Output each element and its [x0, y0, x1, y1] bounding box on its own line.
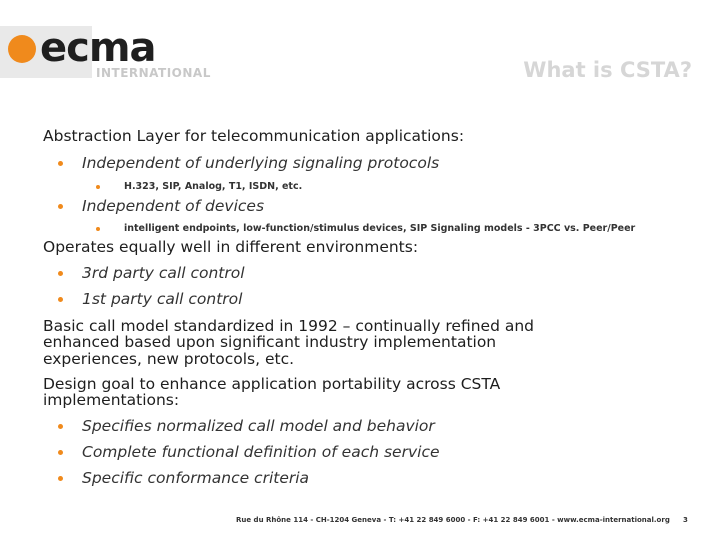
bullet-dot-icon	[58, 450, 63, 455]
paragraph-abstraction-layer: Abstraction Layer for telecommunication applications:	[43, 127, 465, 145]
bullet-dot-icon	[58, 476, 63, 481]
slide-title: What is CSTA?	[523, 58, 692, 82]
bullet-text: Specific conformance criteria	[82, 469, 310, 487]
paragraph-design-goal-line2: implementations:	[43, 391, 180, 409]
subbullet-text: H.323, SIP, Analog, T1, ISDN, etc.	[124, 181, 303, 192]
bullet-dot-icon	[96, 227, 100, 231]
logo-subtitle: INTERNATIONAL	[96, 66, 211, 80]
paragraph-environments: Operates equally well in different environments:	[43, 238, 419, 256]
bullet-text: 1st party call control	[82, 290, 243, 308]
bullet-text: Specifies normalized call model and behavior	[82, 417, 435, 435]
paragraph-call-model-line1: Basic call model standardized in 1992 – continually refined and	[43, 317, 535, 335]
bullet-text: Independent of underlying signaling protocols	[82, 154, 440, 172]
logo-word: ecma	[40, 25, 156, 71]
bullet-dot-icon	[58, 424, 63, 429]
subbullet-text: intelligent endpoints, low-function/stimulus devices, SIP Signaling models - 3PCC vs. Peer/Peer	[124, 223, 636, 234]
paragraph-call-model-line2: enhanced based upon significant industry implementation	[43, 333, 497, 351]
bullet-dot-icon	[96, 185, 100, 189]
bullet-dot-icon	[58, 204, 63, 209]
footer-address: Rue du Rhône 114 - CH-1204 Geneva - T: +41 22 849 6000 - F: +41 22 849 6001 - www.ecma-international.org	[236, 516, 670, 524]
bullet-dot-icon	[58, 297, 63, 302]
bullet-dot-icon	[58, 161, 63, 166]
bullet-text: Complete functional definition of each service	[82, 443, 440, 461]
paragraph-call-model-line3: experiences, new protocols, etc.	[43, 350, 295, 368]
bullet-dot-icon	[58, 271, 63, 276]
paragraph-design-goal-line1: Design goal to enhance application portability across CSTA	[43, 375, 501, 393]
bullet-text: 3rd party call control	[82, 264, 245, 282]
bullet-text: Independent of devices	[82, 197, 265, 215]
page-number: 3	[683, 516, 688, 524]
